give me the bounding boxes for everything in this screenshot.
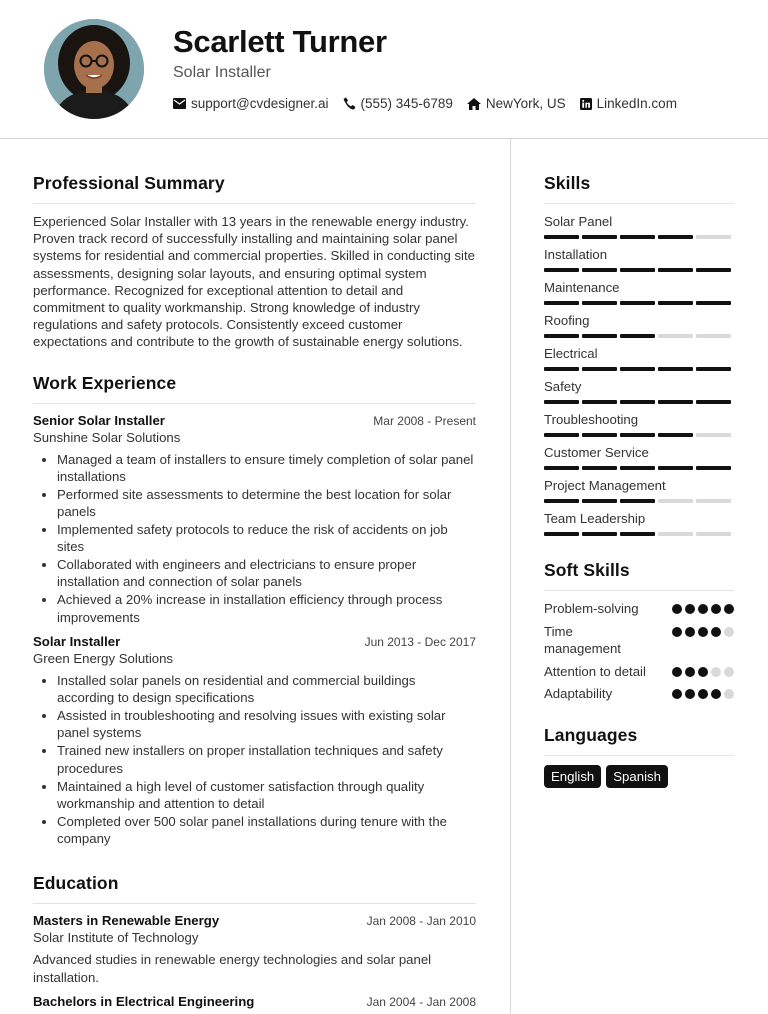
skill-segment-filled — [696, 466, 731, 470]
rating-dot-filled — [698, 627, 708, 637]
skill-segment-filled — [582, 466, 617, 470]
skill-segment-filled — [696, 268, 731, 272]
soft-skill-item — [544, 623, 734, 658]
soft-skills-title: Soft Skills — [544, 560, 734, 591]
envelope-icon — [173, 98, 186, 109]
skill-name: Installation — [544, 247, 608, 262]
rating-dot-filled — [685, 667, 695, 677]
soft-skill-item — [544, 600, 734, 618]
contact-location — [467, 96, 566, 111]
skill-segment-filled — [620, 400, 655, 404]
education-entry — [33, 913, 476, 985]
experience-section — [33, 373, 476, 848]
contact-linkedin[interactable] — [580, 96, 677, 111]
skill-segment-filled — [582, 301, 617, 305]
contact-list — [173, 96, 677, 111]
skill-segment-filled — [544, 268, 579, 272]
skill-item — [544, 411, 734, 437]
job-bullets — [33, 451, 476, 626]
bullet-item: • Assisted in troubleshooting and resolving issues with existing solar panel systems — [57, 707, 476, 742]
skill-segment-filled — [582, 268, 617, 272]
skill-segment-filled — [582, 433, 617, 437]
skill-segment-filled — [696, 301, 731, 305]
skill-item — [544, 378, 734, 404]
skill-item — [544, 477, 734, 503]
bullet-item: • Collaborated with engineers and electricians to ensure proper installation and connection of solar panels — [57, 556, 476, 591]
skill-segment-filled — [544, 466, 579, 470]
language-tag: Spanish — [606, 765, 668, 788]
skill-level-bar — [544, 301, 734, 305]
education-date: Jan 2004 - Jan 2008 — [366, 994, 476, 1009]
soft-skill-name: Adaptability — [544, 686, 613, 701]
skills-title: Skills — [544, 173, 734, 204]
skill-level-bar — [544, 367, 734, 371]
rating-dot-filled — [685, 689, 695, 699]
skill-segment-filled — [620, 235, 655, 239]
main-column — [33, 139, 476, 1009]
skill-segment-filled — [658, 466, 693, 470]
rating-dot-filled — [672, 667, 682, 677]
soft-skill-name: Time management — [544, 623, 621, 656]
education-date: Jan 2008 - Jan 2010 — [366, 914, 476, 929]
job-title: Solar Installer — [173, 64, 271, 81]
summary-title: Professional Summary — [33, 173, 476, 204]
rating-dot-filled — [724, 604, 734, 614]
language-tags — [544, 765, 734, 788]
education-title: Education — [33, 873, 476, 904]
soft-skill-rating — [672, 623, 734, 637]
skill-name: Electrical — [544, 346, 598, 361]
experience-title: Work Experience — [33, 373, 476, 404]
skill-segment-empty — [696, 532, 731, 536]
language-tag: English — [544, 765, 601, 788]
contact-location-text: NewYork, US — [485, 96, 566, 111]
linkedin-icon — [580, 98, 592, 110]
soft-skill-rating — [672, 685, 734, 699]
education-entry — [33, 994, 476, 1009]
skill-level-bar — [544, 532, 734, 536]
education-section — [33, 873, 476, 1008]
skill-level-bar — [544, 433, 734, 437]
sidebar-column — [544, 139, 734, 788]
skill-segment-filled — [544, 301, 579, 305]
bullet-item: • Maintained a high level of customer satisfaction through quality workmanship and attention to detail — [57, 778, 476, 813]
rating-dot-filled — [711, 689, 721, 699]
skill-segment-filled — [544, 235, 579, 239]
skill-segment-filled — [620, 466, 655, 470]
skill-segment-empty — [658, 532, 693, 536]
skill-name: Safety — [544, 379, 582, 394]
skill-segment-empty — [658, 334, 693, 338]
skill-level-bar — [544, 400, 734, 404]
skill-name: Solar Panel — [544, 214, 613, 229]
skill-name: Project Management — [544, 478, 666, 493]
skill-segment-filled — [544, 499, 579, 503]
skill-name: Maintenance — [544, 280, 620, 295]
rating-dot-filled — [685, 627, 695, 637]
skill-segment-empty — [696, 235, 731, 239]
skill-segment-filled — [620, 301, 655, 305]
contact-phone[interactable] — [343, 96, 453, 111]
skill-item — [544, 213, 734, 239]
skill-segment-filled — [544, 367, 579, 371]
skill-segment-filled — [658, 235, 693, 239]
skill-segment-empty — [658, 499, 693, 503]
rating-dot-empty — [724, 689, 734, 699]
soft-skill-name: Problem-solving — [544, 601, 639, 616]
job-date: Mar 2008 - Present — [373, 413, 476, 428]
skill-segment-filled — [582, 400, 617, 404]
bullet-item: • Trained new installers on proper installation techniques and safety procedures — [57, 742, 476, 777]
skill-item — [544, 510, 734, 536]
candidate-name: Scarlett Turner — [173, 24, 387, 59]
skill-level-bar — [544, 268, 734, 272]
phone-icon — [343, 97, 356, 110]
job-role: Solar Installer — [33, 633, 121, 649]
skill-level-bar — [544, 499, 734, 503]
job-bullets — [33, 672, 476, 847]
skill-segment-filled — [582, 235, 617, 239]
soft-skills-list — [544, 600, 734, 703]
skill-item — [544, 444, 734, 470]
skill-name: Roofing — [544, 313, 590, 328]
skill-segment-filled — [582, 499, 617, 503]
bullet-item: • Implemented safety protocols to reduce the risk of accidents on job sites — [57, 521, 476, 556]
bullet-item: • Installed solar panels on residential and commercial buildings according to design specifications — [57, 672, 476, 707]
skill-segment-filled — [696, 400, 731, 404]
rating-dot-empty — [724, 627, 734, 637]
resume-header — [0, 0, 768, 139]
skill-item — [544, 279, 734, 305]
contact-email-text: support@cvdesigner.ai — [191, 96, 329, 111]
contact-email[interactable] — [173, 96, 329, 111]
skill-segment-filled — [658, 367, 693, 371]
rating-dot-filled — [672, 689, 682, 699]
skills-list — [544, 213, 734, 536]
bullet-item: • Achieved a 20% increase in installation efficiency through process improvements — [57, 591, 476, 626]
skill-segment-filled — [544, 433, 579, 437]
school: Solar Institute of Technology — [33, 930, 199, 946]
summary-section — [33, 173, 476, 351]
skill-name: Troubleshooting — [544, 412, 639, 427]
languages-title: Languages — [544, 725, 734, 756]
skill-segment-filled — [620, 334, 655, 338]
skill-segment-filled — [582, 532, 617, 536]
home-icon — [467, 98, 481, 110]
job-date: Jun 2013 - Dec 2017 — [364, 634, 476, 649]
skill-segment-filled — [544, 334, 579, 338]
soft-skill-rating — [672, 600, 734, 614]
soft-skill-item — [544, 685, 734, 703]
skill-segment-filled — [658, 400, 693, 404]
job-entry — [33, 634, 476, 847]
soft-skill-rating — [672, 663, 734, 677]
skill-segment-filled — [620, 499, 655, 503]
contact-phone-text: (555) 345-6789 — [360, 96, 453, 111]
skill-segment-filled — [620, 367, 655, 371]
skill-name: Team Leadership — [544, 511, 646, 526]
bullet-item: • Performed site assessments to determine the best location for solar panels — [57, 486, 476, 521]
skill-segment-filled — [582, 367, 617, 371]
skill-item — [544, 345, 734, 371]
rating-dot-filled — [711, 604, 721, 614]
rating-dot-filled — [672, 604, 682, 614]
degree: Masters in Renewable Energy — [33, 913, 220, 929]
degree: Bachelors in Electrical Engineering — [33, 993, 255, 1009]
summary-text: Experienced Solar Installer with 13 years in the renewable energy industry. Proven track record of successfully installing and maintaining solar panel systems for residential and commercial properties. Skilled in conducting site assessments, designing solar layouts, and ensuring optimal system performance. Recognized for exceptional attention to detail and commitment to quality workmanship. Strong knowledge of industry regulations and safety protocols. Consistently exceed customer expectations and contribute to the growth of sustainable energy solutions. — [33, 214, 475, 350]
education-description: Advanced studies in renewable energy technologies and solar panel installation. — [33, 952, 432, 985]
soft-skill-name: Attention to detail — [544, 663, 646, 679]
soft-skill-item — [544, 663, 734, 681]
skill-level-bar — [544, 334, 734, 338]
skill-item — [544, 246, 734, 272]
languages-section — [544, 725, 734, 788]
job-entry — [33, 413, 476, 626]
soft-skills-section — [544, 560, 734, 703]
skill-segment-filled — [620, 268, 655, 272]
skill-segment-filled — [620, 433, 655, 437]
job-company: Sunshine Solar Solutions — [33, 429, 181, 445]
rating-dot-filled — [698, 667, 708, 677]
skill-segment-empty — [696, 499, 731, 503]
rating-dot-filled — [685, 604, 695, 614]
skill-level-bar — [544, 235, 734, 239]
skill-segment-empty — [696, 334, 731, 338]
skill-segment-filled — [544, 532, 579, 536]
rating-dot-empty — [724, 667, 734, 677]
column-divider — [510, 139, 511, 1014]
skill-level-bar — [544, 466, 734, 470]
skills-section — [544, 173, 734, 536]
bullet-item: • Managed a team of installers to ensure timely completion of solar panel installations — [57, 451, 476, 486]
skill-segment-filled — [582, 334, 617, 338]
skill-item — [544, 312, 734, 338]
skill-segment-filled — [620, 532, 655, 536]
avatar — [44, 19, 144, 119]
job-company: Green Energy Solutions — [33, 650, 174, 666]
rating-dot-filled — [698, 604, 708, 614]
skill-segment-filled — [658, 268, 693, 272]
skill-segment-filled — [658, 433, 693, 437]
job-role: Senior Solar Installer — [33, 412, 165, 428]
skill-segment-filled — [544, 400, 579, 404]
rating-dot-filled — [698, 689, 708, 699]
bullet-item: • Completed over 500 solar panel installations during tenure with the company — [57, 813, 476, 848]
skill-segment-filled — [658, 301, 693, 305]
contact-linkedin-text: LinkedIn.com — [596, 96, 677, 111]
rating-dot-empty — [711, 667, 721, 677]
skill-segment-empty — [696, 433, 731, 437]
rating-dot-filled — [672, 627, 682, 637]
rating-dot-filled — [711, 627, 721, 637]
skill-segment-filled — [696, 367, 731, 371]
skill-name: Customer Service — [544, 445, 649, 460]
